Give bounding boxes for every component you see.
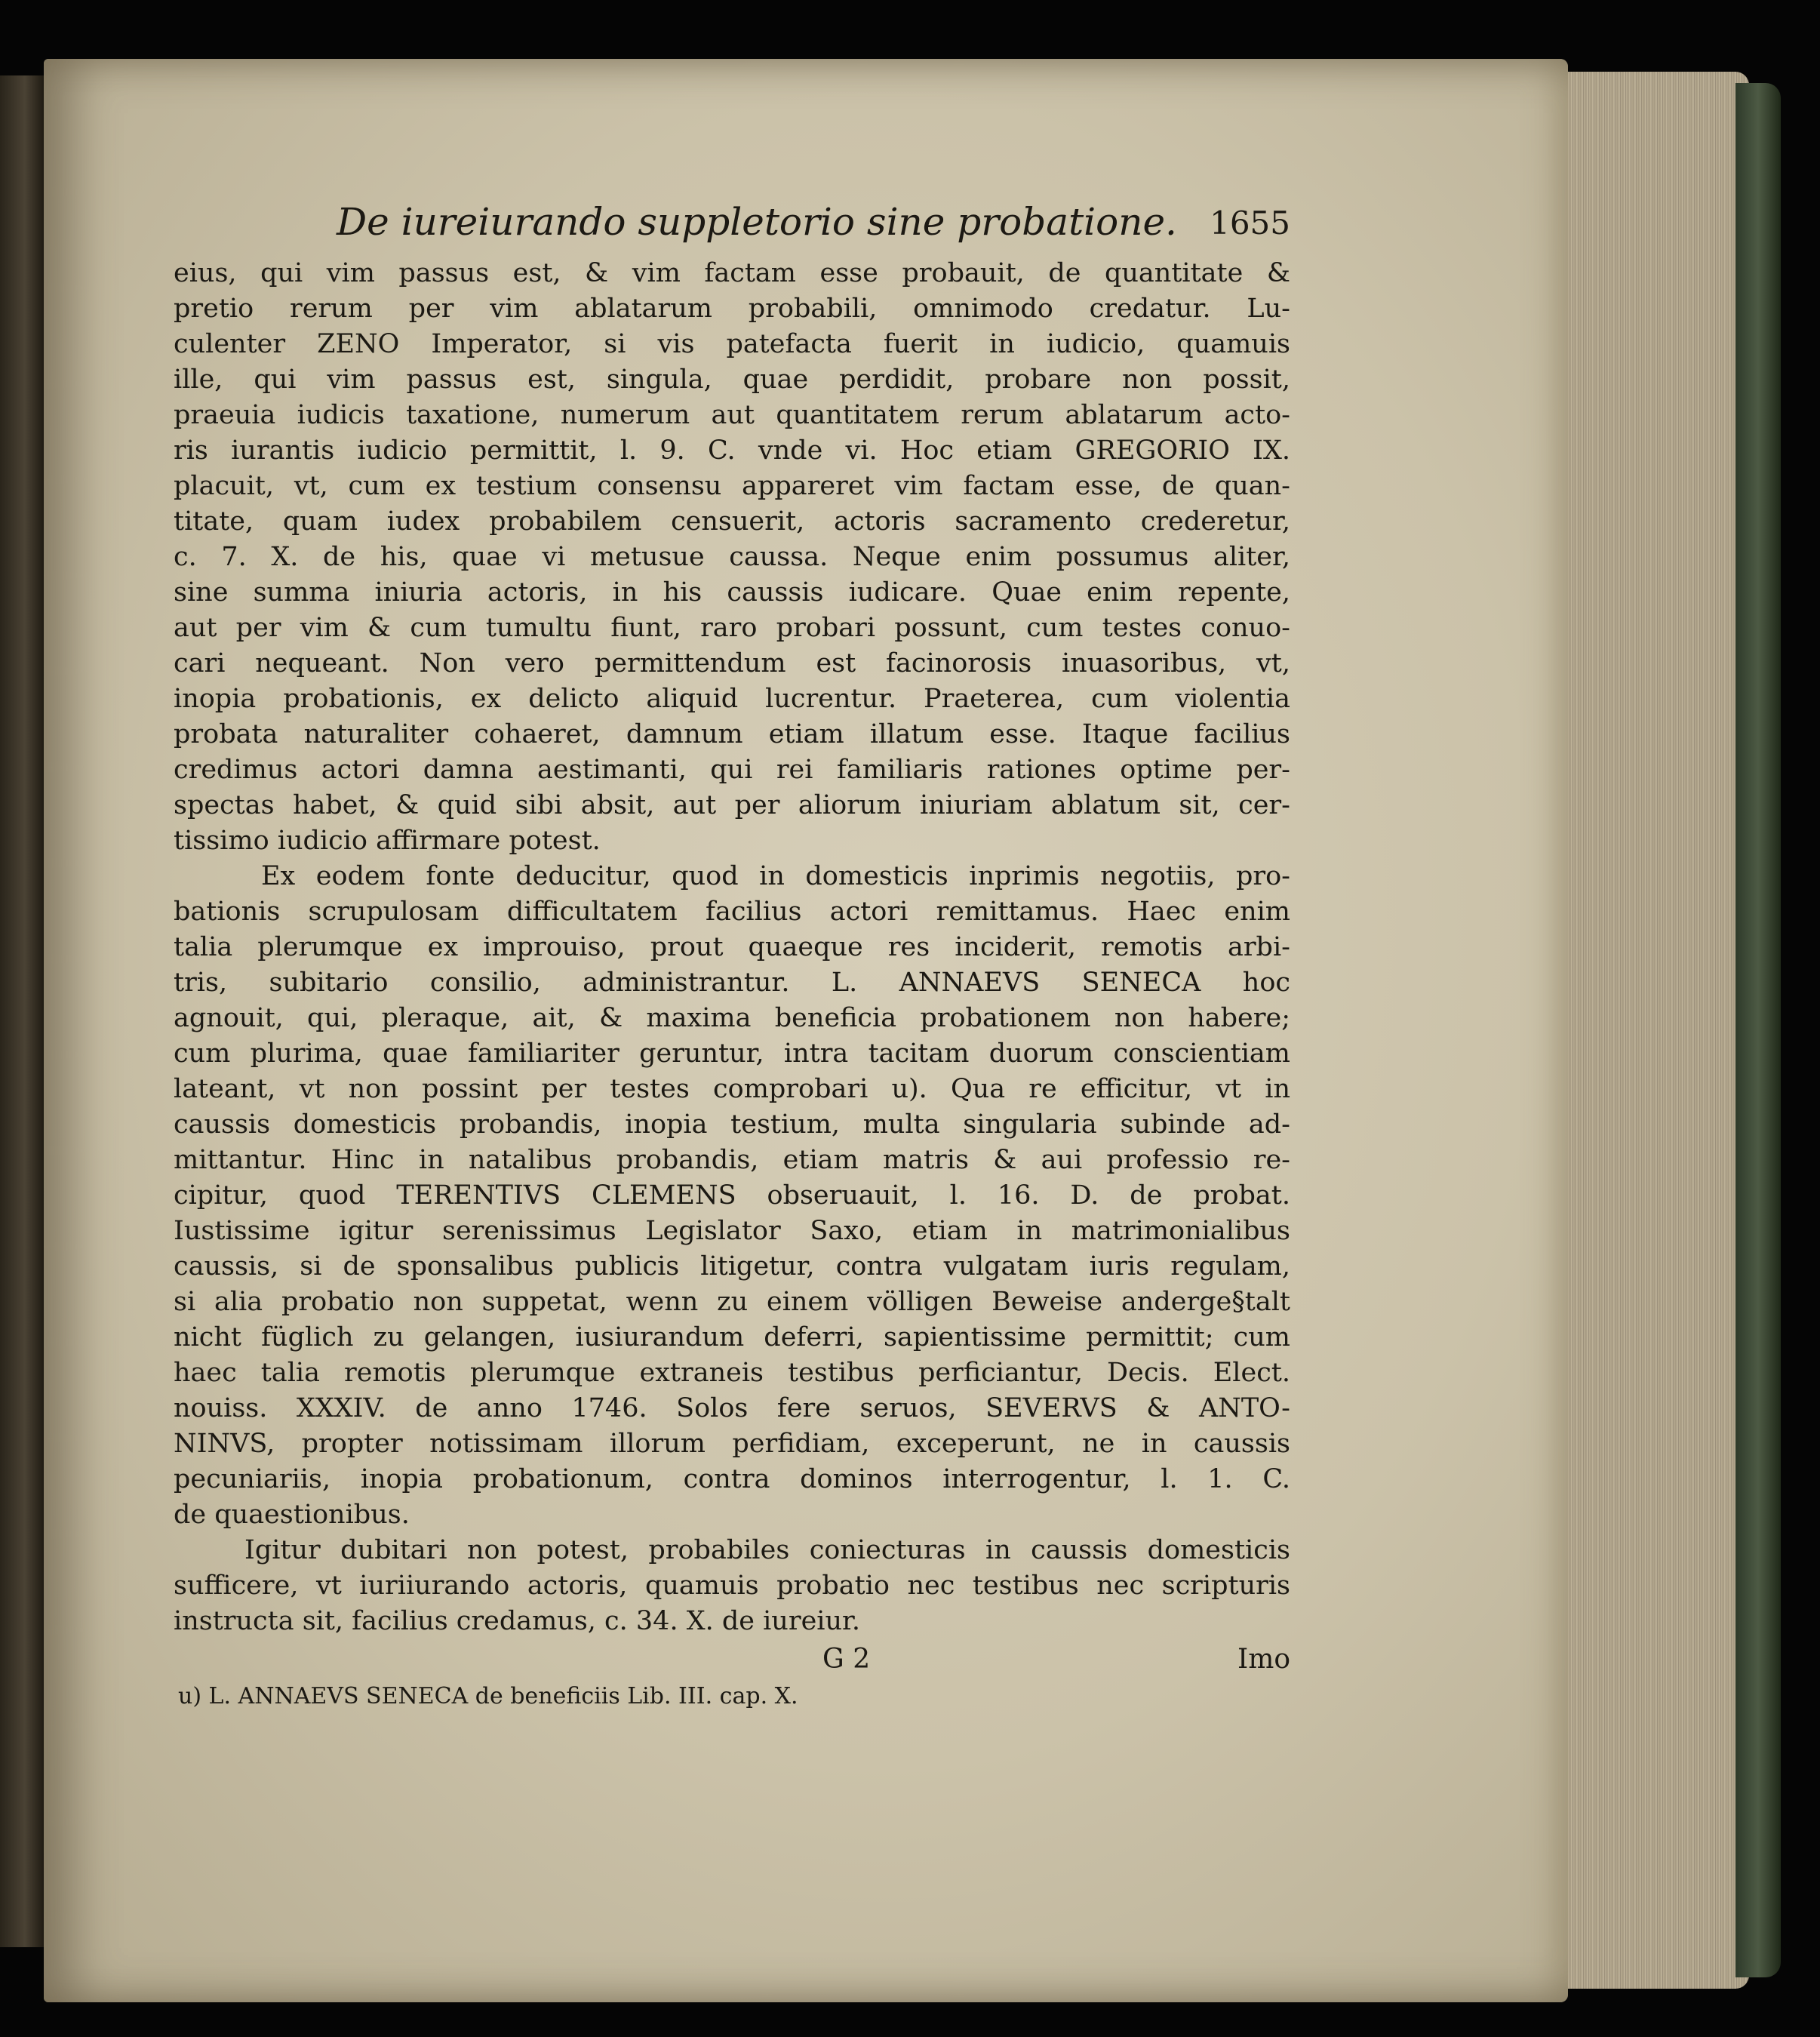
text-line: titate, quam iudex probabilem censuerit, actoris sacramento crederetur, (174, 506, 1290, 537)
footnote: u) L. ANNAEVS SENECA de beneficiis Lib. III. cap. X. (178, 1683, 798, 1709)
text-line: bationis scrupulosam difficultatem facilius actori remittamus. Haec enim (174, 897, 1290, 927)
text-line: aut per vim & cum tumultu fiunt, raro probari possunt, cum testes conuo- (174, 613, 1290, 643)
text-line: ris iurantis iudicio permittit, l. 9. C. vnde vi. Hoc etiam GREGORIO IX. (174, 435, 1290, 466)
text-line: credimus actori damna aestimanti, qui rei familiaris rationes optime per- (174, 755, 1290, 785)
book-cover-edge (1735, 83, 1781, 1977)
text-line: caussis, si de sponsalibus publicis litigetur, contra vulgatam iuris regulam, (174, 1251, 1290, 1282)
text-line: cum plurima, quae familiariter geruntur, intra tacitam duorum conscientiam (174, 1039, 1290, 1069)
text-line: instructa sit, facilius credamus, c. 34. X. de iureiur. (174, 1606, 861, 1636)
text-line: ille, qui vim passus est, singula, quae perdidit, probare non possit, (174, 365, 1290, 395)
text-line: NINVS, propter notissimam illorum perfidiam, exceperunt, ne in caussis (174, 1429, 1290, 1459)
text-line: spectas habet, & quid sibi absit, aut per aliorum iniuriam ablatum sit, cer- (174, 790, 1290, 820)
text-line: nouiss. XXXIV. de anno 1746. Solos fere seruos, SEVERVS & ANTO- (174, 1393, 1290, 1423)
text-line: haec talia remotis plerumque extraneis testibus perficiantur, Decis. Elect. (174, 1358, 1290, 1388)
running-title: De iureiurando suppletorio sine probatione. (337, 200, 1177, 244)
page-block-edges (1568, 72, 1749, 1989)
text-line: de quaestionibus. (174, 1500, 410, 1530)
text-line: tissimo iudicio affirmare potest. (174, 826, 601, 856)
text-area (174, 200, 1290, 1713)
text-line: nicht füglich zu gelangen, iusiurandum deferri, sapientissime permittit; cum (174, 1322, 1290, 1352)
catchword: Imo (1237, 1644, 1290, 1675)
text-line: si alia probatio non suppetat, wenn zu einem völligen Beweise anderge§talt (174, 1287, 1290, 1317)
text-line: talia plerumque ex improuiso, prout quaeque res inciderit, remotis arbi- (174, 932, 1290, 962)
left-page-edge (0, 75, 45, 1947)
text-line: Iustissime igitur serenissimus Legislator Saxo, etiam in matrimonialibus (174, 1216, 1290, 1246)
signature-mark: G 2 (822, 1644, 871, 1675)
text-line: caussis domesticis probandis, inopia testium, multa singularia subinde ad- (174, 1109, 1290, 1140)
body-text (174, 256, 1290, 1639)
page-number: 1655 (1210, 205, 1290, 242)
text-line: cari nequeant. Non vero permittendum est facinorosis inuasoribus, vt, (174, 648, 1290, 678)
text-line: eius, qui vim passus est, & vim factam esse probauit, de quantitate & (174, 258, 1290, 288)
text-line: c. 7. X. de his, quae vi metusue caussa. Neque enim possumus aliter, (174, 542, 1290, 572)
text-line: cipitur, quod TERENTIVS CLEMENS obseruauit, l. 16. D. de probat. (174, 1180, 1290, 1211)
text-line: culenter ZENO Imperator, si vis patefacta fuerit in iudicio, quamuis (174, 329, 1290, 359)
text-line: agnouit, qui, pleraque, ait, & maxima beneficia probationem non habere; (174, 1003, 1290, 1033)
text-line: lateant, vt non possint per testes comprobari u). Qua re efficitur, vt in (174, 1074, 1290, 1104)
text-line: probata naturaliter cohaeret, damnum etiam illatum esse. Itaque facilius (174, 719, 1290, 749)
text-line: pretio rerum per vim ablatarum probabili, omnimodo credatur. Lu- (174, 294, 1290, 324)
text-line: tris, subitario consilio, administrantur. L. ANNAEVS SENECA hoc (174, 968, 1290, 998)
text-line: inopia probationis, ex delicto aliquid lucrentur. Praeterea, cum violentia (174, 684, 1290, 714)
paragraph-start: Igitur dubitari non potest, probabiles coniecturas in caussis domesticis (244, 1535, 1290, 1565)
page-header (174, 200, 1290, 256)
text-line: sine summa iniuria actoris, in his caussis iudicare. Quae enim repente, (174, 577, 1290, 608)
text-line: sufficere, vt iuriiurando actoris, quamuis probatio nec testibus nec scripturis (174, 1571, 1290, 1601)
text-line: pecuniariis, inopia probationum, contra dominos interrogentur, l. 1. C. (174, 1464, 1290, 1494)
text-line: mittantur. Hinc in natalibus probandis, etiam matris & aui professio re- (174, 1145, 1290, 1175)
page-foot-row (174, 1641, 1290, 1680)
paragraph-start: Ex eodem fonte deducitur, quod in domesticis inprimis negotiis, pro- (261, 861, 1290, 891)
text-line: praeuia iudicis taxatione, numerum aut quantitatem rerum ablatarum acto- (174, 400, 1290, 430)
text-line: placuit, vt, cum ex testium consensu appareret vim factam esse, de quan- (174, 471, 1290, 501)
